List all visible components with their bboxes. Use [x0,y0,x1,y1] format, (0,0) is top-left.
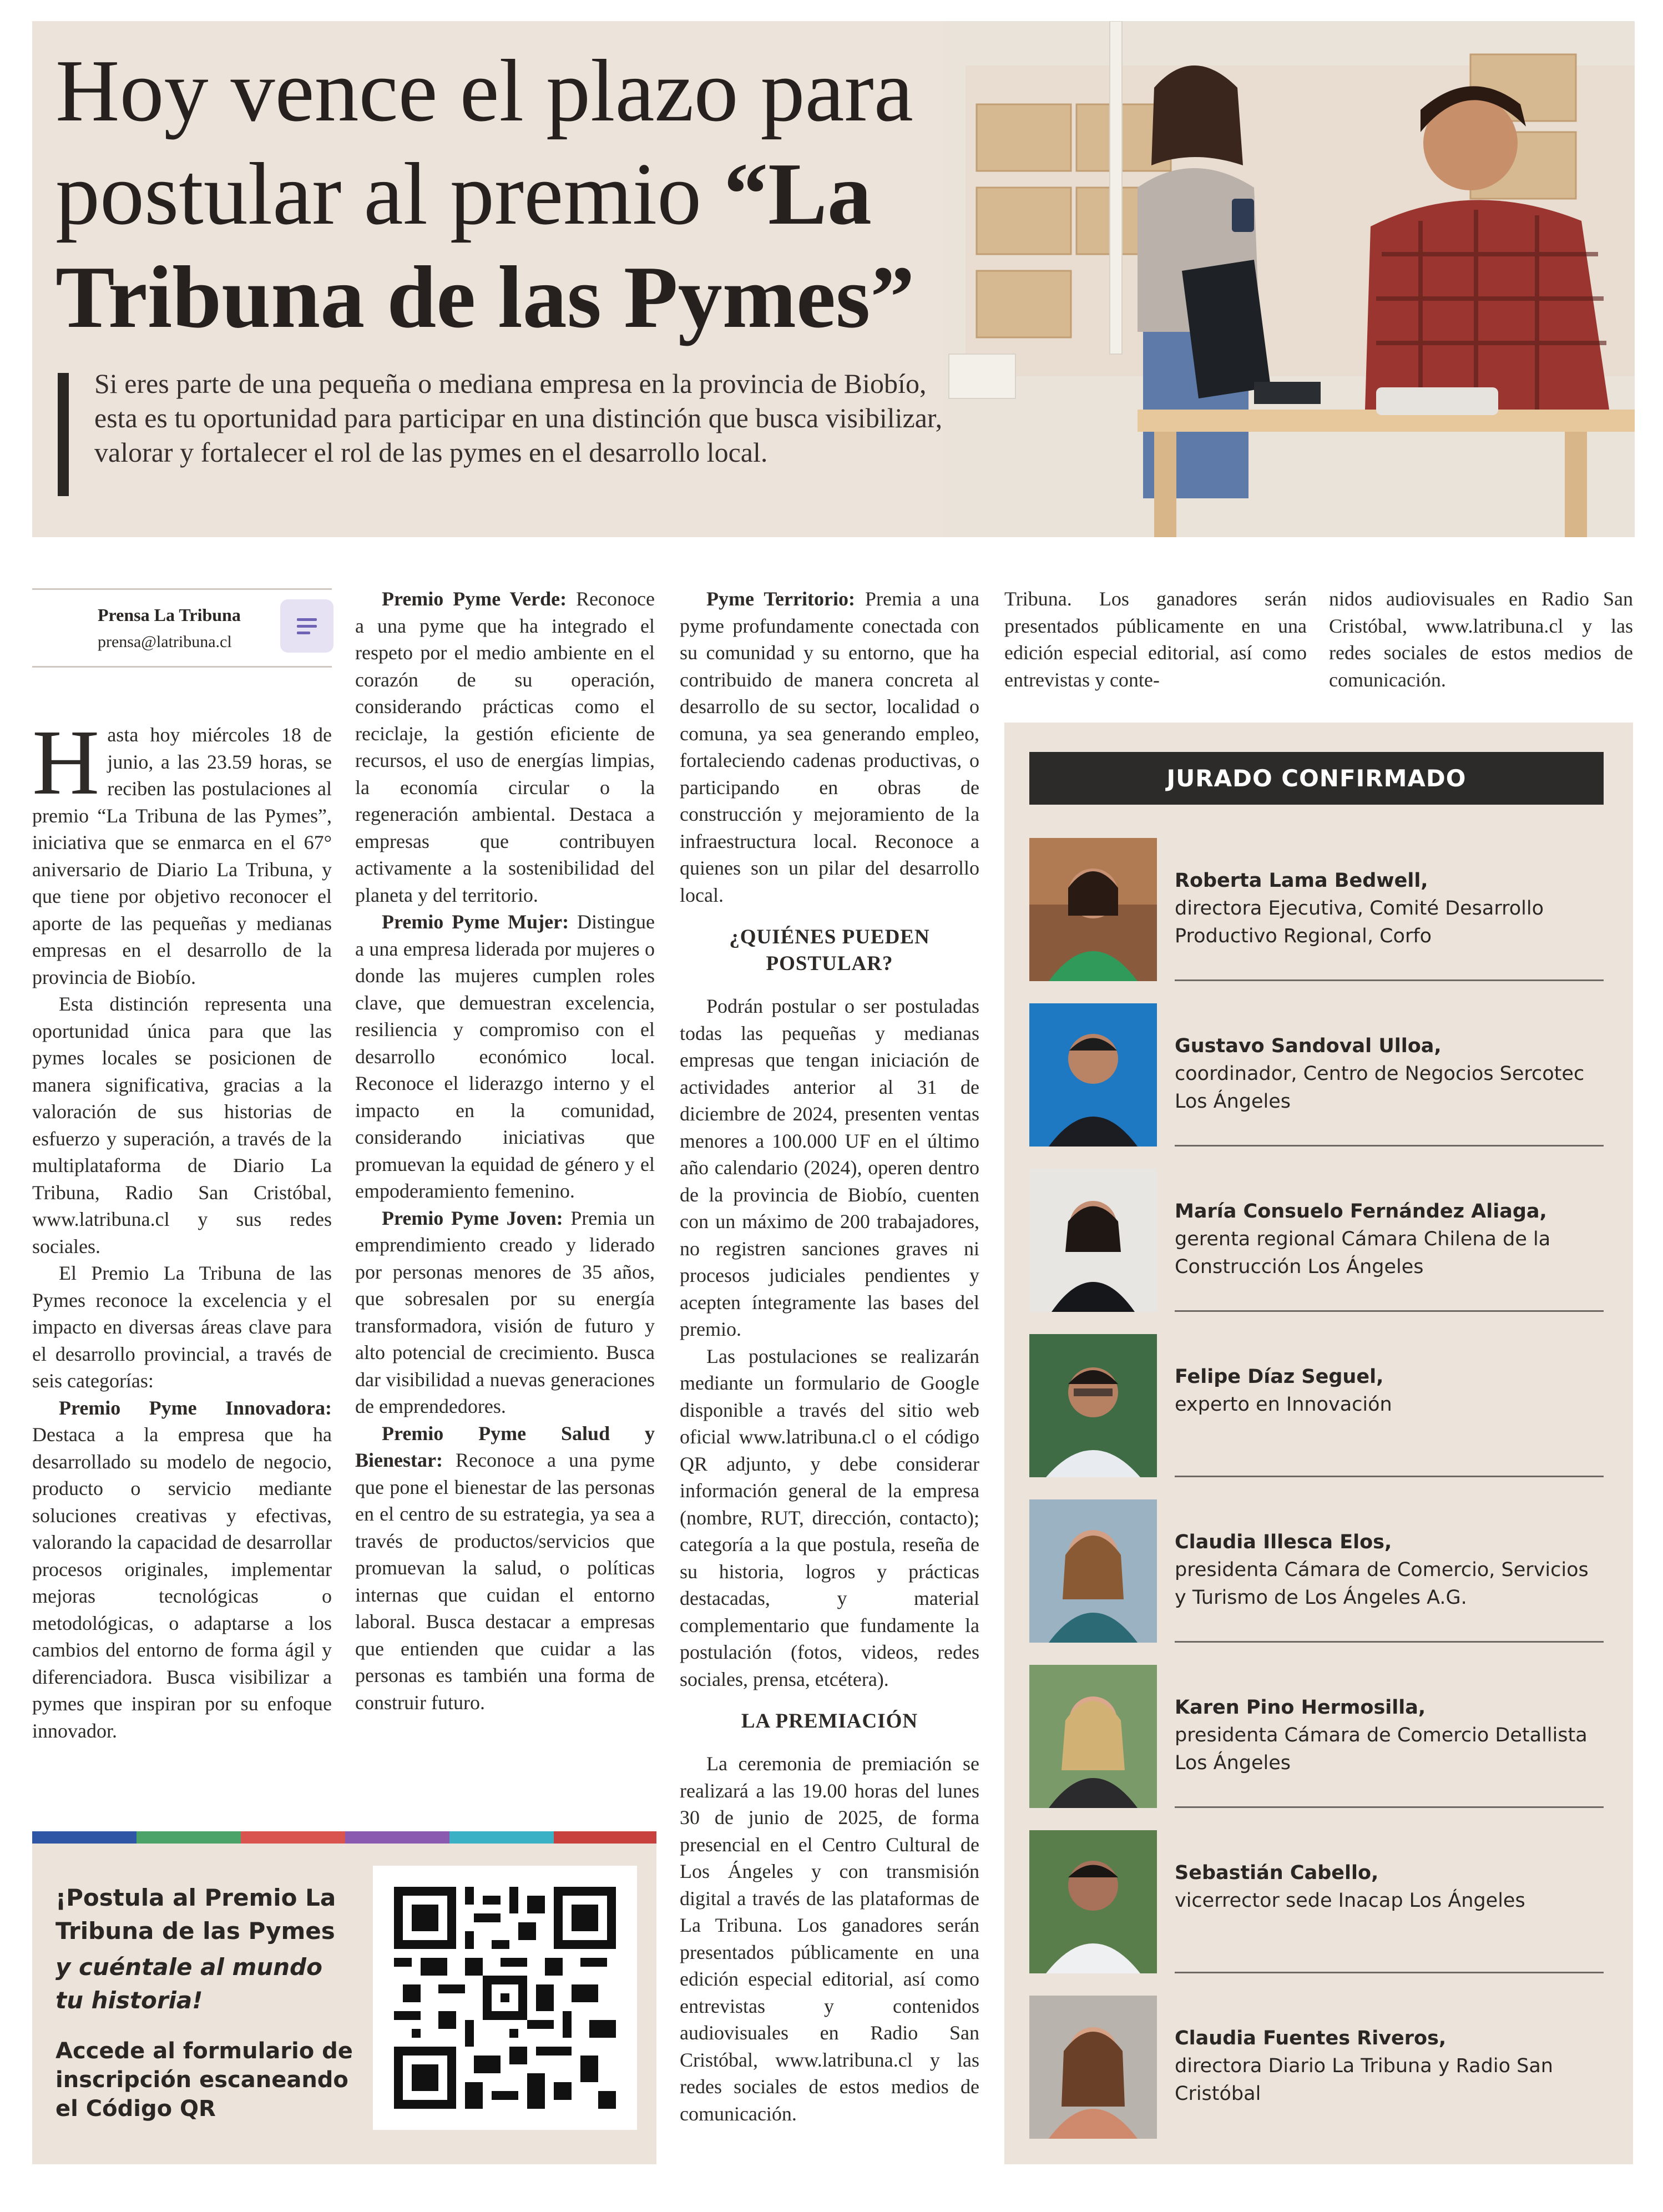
jury-photo [1029,1996,1157,2139]
divider [1175,979,1604,981]
paragraph-premiacion-end: nidos audiovisuales en Radio San Cristóbal, www.latribuna.cl y las redes sociales de estos medios de comunicación. [1329,588,1633,691]
divider [1175,1145,1604,1147]
divider [1175,1972,1604,1973]
jury-member [1029,838,1604,981]
headline-line-3: Tribuna de las Pymes” [55,248,915,346]
jury-member [1029,1499,1604,1643]
category-mujer-title: Premio Pyme Mujer: [382,911,569,933]
category-territorio-text: Premia a una pyme profundamente conectada con su comunidad y su entorno, que ha contribuido de manera concreta al desarrollo de su sector, localidad o comuna, ya sea generando empleo, fortaleciendo cadenas productivas, o participando en obras de construcción y mejoramiento de la infraestructura local. Reconoce a quienes son un pilar del desarrollo local. [680,588,979,906]
cta-subtitle: y cuéntale al mundo tu historia! [55,1953,322,2014]
category-joven-text: Premia un emprendimiento creado y liderado por personas menores de 35 años, que sobresalen por su energía transformadora, visión de futuro y alto potencial de crecimiento. Busca dar visibilidad a nuevas generaciones de emprendedores. [355,1206,655,1417]
jury-photo [1029,1499,1157,1643]
article-column-4-continuation [1004,585,1307,693]
divider [1175,1641,1604,1643]
paragraph-premiacion: La ceremonia de premiación se realizará a las 19.00 horas del lunes 30 de junio de 2025, de forma presencial en el Centro Cultural de Los Ángeles y con transmisión digital a través de las plataformas de La Tribuna. Los ganadores serán presentados públicamente en una edición especial editorial, así como entrevistas y contenidos audiovisuales en Radio San Cristóbal, www.latribuna.cl y las redes sociales de estos medios de comunicación. [680,1753,979,2125]
paragraph-distincion: Esta distinción representa una oportunidad única para que las pymes locales se posicionen de manera significativa, gracias a la valoración de sus historias de esfuerzo y superación, a través de la multiplataforma de Diario La Tribuna, Radio San Cristóbal, www.latribuna.cl y sus redes sociales. [32,993,332,1257]
headline-line-2-bold: “La [724,144,872,243]
jury-name: María Consuelo Fernández Aliaga, [1175,1200,1547,1223]
subhead-accent-bar [58,373,69,496]
category-innovadora-title: Premio Pyme Innovadora: [59,1396,332,1419]
jury-photo [1029,1169,1157,1312]
section-title-quienes: ¿QUIÉNES PUEDEN POSTULAR? [729,926,930,975]
paragraph-premiacion-cont: Tribuna. Los ganadores serán presentados públicamente en una edición especial editorial, así como entrevistas y conte- [1004,588,1307,691]
color-stripe [449,1831,554,1844]
divider [1175,1310,1604,1312]
category-territorio-title: Pyme Territorio: [706,588,855,610]
jury-name: Gustavo Sandoval Ulloa, [1175,1035,1442,1057]
headline-line-1: Hoy vence el plazo para [55,41,913,140]
jury-member [1029,1003,1604,1147]
drop-cap: H [32,711,100,814]
byline-divider-top [32,588,332,590]
jury-photo [1029,1830,1157,1973]
cta-title: ¡Postula al Premio La Tribuna de las Pymes [55,1884,336,1945]
jury-role: directora Ejecutiva, Comité Desarrollo Productivo Regional, Corfo [1175,897,1544,947]
byline-email[interactable]: prensa@latribuna.cl [98,633,232,651]
jury-photo [1029,1003,1157,1147]
jury-role: directora Diario La Tribuna y Radio San Cristóbal [1175,2055,1553,2105]
subhead: Si eres parte de una pequeña o mediana empresa en la provincia de Biobío, esta es tu oportunidad para participar en una distinción que busca visibilizar, valorar y fortalecer el rol de las pymes en el desarrollo local. [94,368,943,468]
category-innovadora-text: Destaca a la empresa que ha desarrollado su modelo de negocio, producto o servicio mediante soluciones creativas y efectivas, valorando la capacidad de desarrollar procesos originales, implementar mejoras tecnológicas o metodológicas, o adaptarse a los cambios del entorno de forma ágil y diferenciadora. Busca visibilizar a pymes que inspiran por su enfoque innovador. [32,1423,332,1742]
jury-role: gerenta regional Cámara Chilena de la Construcción Los Ángeles [1175,1228,1551,1278]
color-stripe [241,1831,345,1844]
jury-name: Sebastián Cabello, [1175,1862,1379,1884]
color-stripe [137,1831,241,1844]
color-stripe [554,1831,656,1844]
qr-code-icon[interactable] [394,1887,616,2109]
jury-name: Claudia Fuentes Riveros, [1175,2027,1447,2049]
jury-name: Roberta Lama Bedwell, [1175,870,1428,892]
jury-role: presidenta Cámara de Comercio Detallista Los Ángeles [1175,1724,1588,1774]
jury-role: coordinador, Centro de Negocios Sercotec Los Ángeles [1175,1063,1585,1113]
color-stripe [345,1831,449,1844]
divider [1175,1476,1604,1477]
article-column-5-continuation [1329,585,1633,693]
paragraph-categorias: El Premio La Tribuna de las Pymes reconoce la excelencia y el impacto en diversas áreas clave para el desarrollo provincial, a través de seis categorías: [32,1262,332,1392]
jury-member [1029,1169,1604,1312]
document-icon [280,599,333,653]
article-column-2 [355,585,655,1716]
color-stripe [32,1831,137,1844]
jury-name: Felipe Díaz Seguel, [1175,1366,1384,1388]
jury-member [1029,1665,1604,1808]
category-verde-title: Premio Pyme Verde: [382,588,567,610]
paragraph-postulaciones: Las postulaciones se realizarán mediante un formulario de Google disponible a través del sitio web oficial www.latribuna.cl o el código QR adjunto, y debe considerar información general de la empresa (nombre, RUT, dirección, contacto); categoría a la que postula, reseña de su historia, logros y prácticas destacadas, y material complementario que fundamente la postulación (fotos, videos, redes sociales, prensa, etcétera). [680,1345,979,1690]
jury-role: experto en Innovación [1175,1393,1392,1416]
headline [55,39,1010,349]
jury-role: vicerrector sede Inacap Los Ángeles [1175,1890,1525,1912]
header-photo-shop-owners [943,21,1635,537]
jury-name: Claudia Illesca Elos, [1175,1531,1392,1553]
paragraph-quienes: Podrán postular o ser postuladas todas las pequeñas y medianas empresas que tengan iniciación de actividades anterior al 31 de diciembre de 2024, presenten ventas menores a 100.000 UF en el último año calendario (2024), operen dentro de la provincia de Biobío, cuenten con un máximo de 200 trabajadores, no registren sanciones graves ni procesos judiciales pendientes y acepten íntegramente las bases del premio. [680,995,979,1340]
jury-photo [1029,838,1157,981]
jury-member [1029,1334,1604,1477]
category-mujer-text: Distingue a una empresa liderada por mujeres o donde las mujeres cumplen roles clave, que demuestran excelencia, resiliencia y compromiso con el desarrollo económico local. Reconoce el liderazgo interno y el impacto en la comunidad, considerando iniciativas que promuevan la equidad de género y el empoderamiento femenino. [355,911,655,1202]
jury-photo [1029,1334,1157,1477]
article-column-1 [32,711,332,1744]
divider [1175,1806,1604,1808]
jury-role: presidenta Cámara de Comercio, Servicios y Turismo de Los Ángeles A.G. [1175,1559,1589,1609]
section-title-premiacion: LA PREMIACIÓN [741,1710,918,1733]
cta-instructions: Accede al formulario de inscripción escaneando el Código QR [55,2038,353,2122]
jury-photo [1029,1665,1157,1808]
category-verde-text: Reconoce a una pyme que ha integrado el respeto por el medio ambiente en el corazón de su operación, considerando prácticas como el reciclaje, la gestión eficiente de recursos, el uso de energías limpias, la economía circular o la regeneración ambiental. Destaca a empresas que contribuyen activamente a la sostenibilidad del planeta y del territorio. [355,588,655,906]
category-salud-text: Reconoce a una pyme que pone el bienestar de las personas en el centro de su estrategia, ya sea a través de productos/servicios que promuevan la salud, o políticas internas que cuidan el entorno laboral. Busca destacar a empresas que entienden que cuidar a las personas es también una forma de construir futuro. [355,1449,655,1714]
category-salud-title: Premio Pyme Salud y Bienestar: [355,1422,655,1471]
jury-name: Karen Pino Hermosilla, [1175,1696,1426,1719]
jury-header: JURADO CONFIRMADO [1029,752,1604,805]
byline-name: Prensa La Tribuna [98,605,241,625]
headline-line-2: postular al premio [55,144,724,243]
paragraph-intro: asta hoy miércoles 18 de junio, a las 23.59 horas, se reciben las postulaciones al premio “La Tribuna de las Pymes”, iniciativa que se enmarca en el 67° aniversario de Diario La Tribuna, y que tiene por objetivo reconocer el aporte de las pequeñas y medianas empresas en el desarrollo de la provincia de Biobío. [32,724,332,988]
byline-divider-bottom [32,666,332,668]
jury-member [1029,1830,1604,1973]
category-joven-title: Premio Pyme Joven: [382,1206,563,1229]
jury-member [1029,1996,1604,2139]
article-column-3 [680,585,979,2127]
